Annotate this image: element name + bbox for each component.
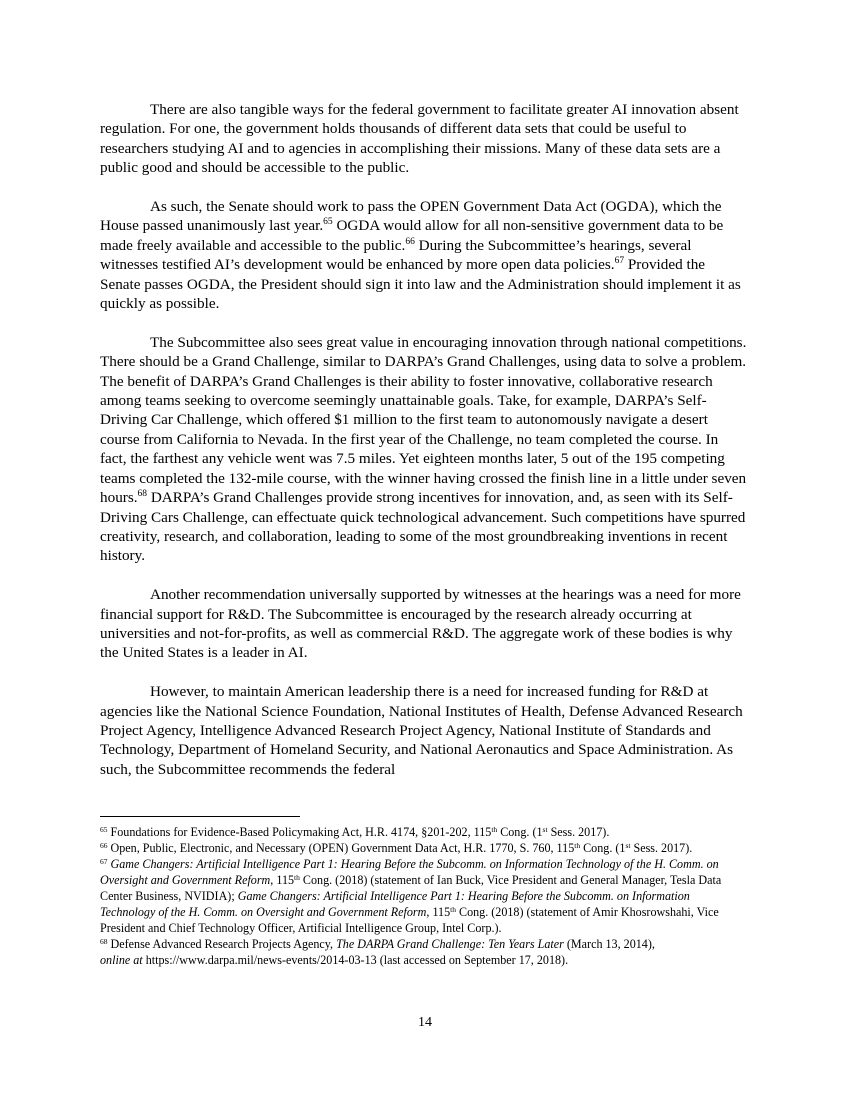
footnote-number: 65: [100, 825, 108, 834]
paragraph-text: OGDA would allow for all non-sensitive government data to be made freely available and accessible to the public.: [100, 217, 724, 254]
ordinal-suffix: st: [625, 841, 631, 850]
paragraph-text: The Subcommittee also sees great value in encouraging innovation through national competitions. There should be a Grand Challenge, similar to DARPA’s Grand Challenges, using data to solve a problem. The benefit of DARPA’s Grand Challenges is their ability to foster innovative, collaborative research among teams seeking to overcome seemingly unattainable goals. Take, for example, DARPA’s Self-Driving Car Challenge, which offered $1 million to the first team to autonomously navigate a desert course from California to Nevada. In the first year of the Challenge, no team completed the course. In fact, the farthest any vehicle went was 7.5 miles. Yet eighteen months later, 5 out of the 195 competing teams completed the 132-mile course, with the winner having crossed the finish line in a little under seven hours.: [100, 333, 747, 507]
footnote-ref-67[interactable]: 67: [614, 256, 625, 267]
body-text: [100, 100, 748, 799]
footnote-text: , 115: [426, 905, 451, 919]
footnote-ref-66[interactable]: 66: [405, 236, 415, 247]
ordinal-suffix: th: [450, 905, 456, 914]
ordinal-suffix: th: [294, 873, 300, 882]
page-number: 14: [418, 1015, 432, 1030]
footnote-link-text[interactable]: https://www.darpa.mil/news-events/2014-03-13 (last accessed on September 17, 2018).: [142, 953, 569, 967]
paragraph-text: Provided the Senate passes OGDA, the President should sign it into law and the Administration should implement it as quickly as possible.: [100, 256, 741, 313]
footnote-text: Sess. 2017).: [547, 825, 610, 839]
paragraph-text: DARPA’s Grand Challenges provide strong incentives for innovation, and, as seen with its Self-Driving Cars Challenge, can effectuate quick technological advancement. Such competitions have spurred creativity, research, and collaboration, leading to some of the most groundbreaking inventions in recent history.: [100, 489, 746, 565]
footnote-65: [100, 824, 748, 840]
footnote-text: Cong. (1: [580, 841, 626, 855]
footnote-67: [100, 856, 748, 936]
footnote-text: Open, Public, Electronic, and Necessary (OPEN) Government Data Act, H.R. 1770, S. 760, 115: [107, 841, 575, 855]
paragraph-rd-support: [100, 585, 748, 663]
footnote-number: 68: [100, 937, 108, 946]
footnote-text: Cong. (1: [497, 825, 543, 839]
ordinal-suffix: th: [574, 841, 581, 850]
paragraph-rd-funding: [100, 682, 748, 779]
footnote-68: [100, 936, 748, 968]
footnote-divider: [100, 816, 300, 817]
footnote-text: Foundations for Evidence-Based Policymaking Act, H.R. 4174, §201-202, 115: [107, 825, 492, 839]
footnote-ref-65[interactable]: 65: [323, 217, 333, 228]
footnote-number: 67: [100, 857, 108, 866]
footnote-citation-italic: Game Changers: Artificial Intelligence Part 1: Hearing Before the Subcomm. on Information Technology of the H. Comm. on Oversight and Government Reform: [100, 857, 719, 887]
footnote-citation-italic: online at: [100, 953, 143, 967]
footnote-text: Defense Advanced Research Projects Agency,: [107, 937, 334, 951]
footnote-text: Cong. (2018) (statement of Amir Khosrowshahi, Vice President and Chief Technology Officer, Artificial Intelligence Group, Intel Corp.).: [100, 905, 719, 935]
paragraph-text: During the Subcommittee’s hearings, several witnesses testified AI’s development would be enhanced by more open data policies.: [100, 236, 692, 274]
footnote-citation-italic: The DARPA Grand Challenge: Ten Years Later: [333, 937, 564, 951]
footnote-number: 66: [100, 841, 108, 850]
ordinal-suffix: st: [542, 825, 548, 834]
footnotes-section: [100, 816, 748, 968]
footnote-66: [100, 840, 748, 856]
paragraph-open-data: [100, 100, 748, 178]
footnote-text: Cong. (2018) (statement of Ian Buck, Vice President and General Manager, Tesla Data Center Business, NVIDIA);: [100, 873, 722, 903]
paragraph-text: However, to maintain American leadership there is a need for increased funding for R&D at agencies like the National Science Foundation, National Institutes of Health, Defense Advanced Research Project Agency, Intelligence Advanced Research Project Agency, National Institute of Standards and Technology, Department of Homeland Security, and National Aeronautics and Space Administration. As such, the Subcommittee recommends the federal: [100, 683, 743, 778]
paragraph-ogda: [100, 197, 748, 313]
footnote-text: , 115: [270, 873, 295, 887]
footnote-text: (March 13, 2014),: [563, 937, 655, 951]
paragraph-text: As such, the Senate should work to pass the OPEN Government Data Act (OGDA), which the House passed unanimously last year.: [100, 198, 722, 235]
footnote-text: Sess. 2017).: [630, 841, 693, 855]
paragraph-text: Another recommendation universally supported by witnesses at the hearings was a need for more financial support for R&D. The Subcommittee is encouraged by the research already occurring at universities and not-for-profits, as well as commercial R&D. The aggregate work of these bodies is why the United States is a leader in AI.: [100, 586, 741, 662]
paragraph-grand-challenge: [100, 333, 748, 566]
footnote-ref-68[interactable]: 68: [137, 489, 148, 500]
paragraph-text: There are also tangible ways for the federal government to facilitate greater AI innovation absent regulation. For one, the government holds thousands of different data sets that could be useful to researchers studying AI and to agencies in accomplishing their missions. Many of these data sets are a public good and should be accessible to the public.: [100, 101, 739, 177]
ordinal-suffix: th: [491, 825, 498, 834]
footnote-citation-italic: Game Changers: Artificial Intelligence Part 1: Hearing Before the Subcomm. on Information Technology of the H. Comm. on Oversight and Government Reform: [100, 889, 690, 919]
